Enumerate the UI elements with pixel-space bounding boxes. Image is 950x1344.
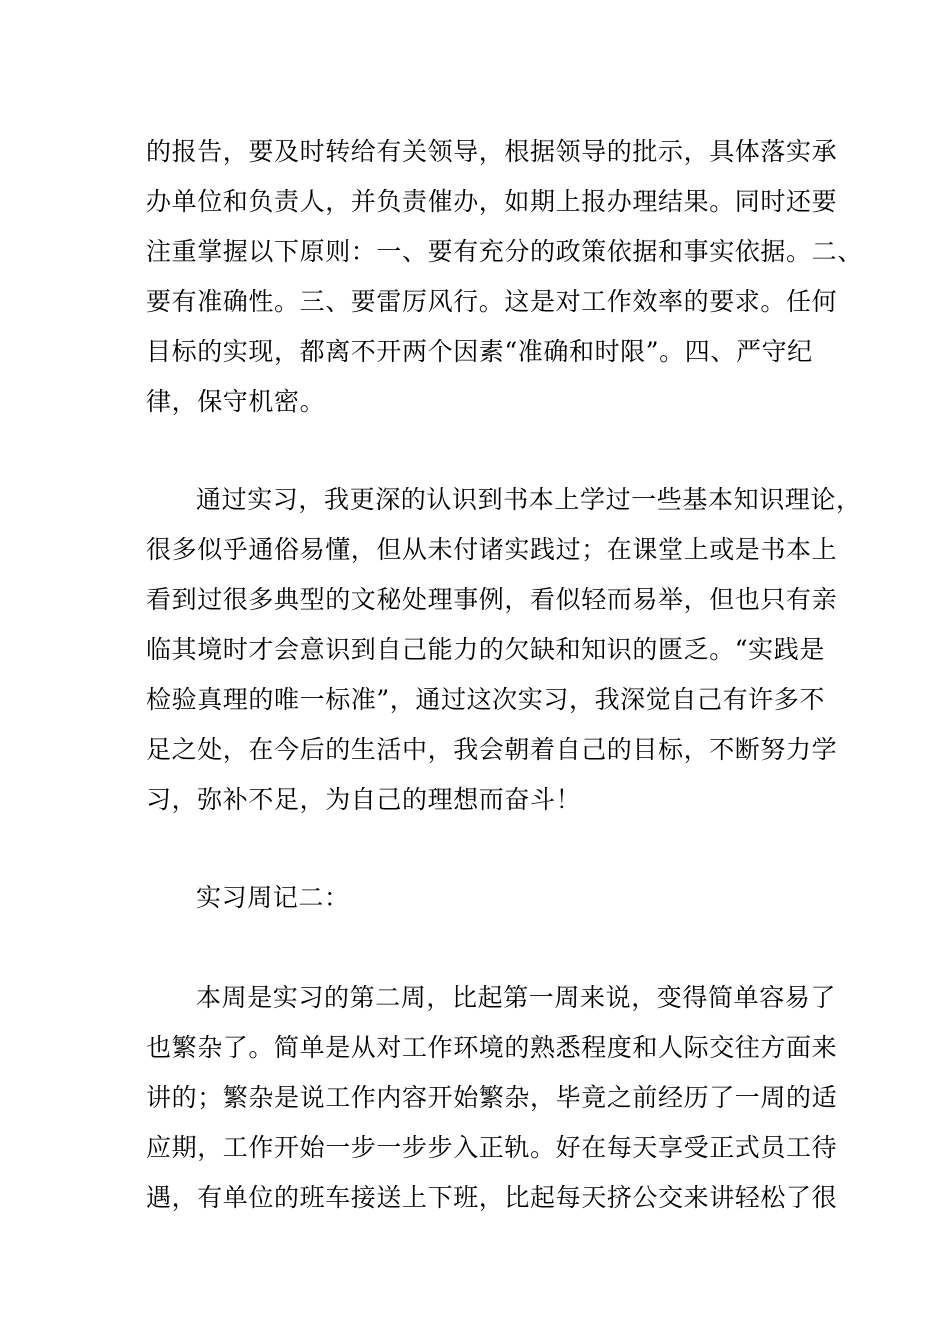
paragraph-line: 的报告，要及时转给有关领导，根据领导的批示，具体落实承 bbox=[146, 137, 838, 166]
paragraph-line: 足之处，在今后的生活中，我会朝着自己的目标，不断努力学 bbox=[146, 735, 838, 764]
paragraph-line: 遇，有单位的班车接送上下班，比起每天挤公交来讲轻松了很 bbox=[146, 1183, 838, 1212]
paragraph-line: 很多似乎通俗易懂，但从未付诸实践过；在课堂上或是书本上 bbox=[146, 535, 838, 564]
paragraph-line: 应期，工作开始一步一步步入正轨。好在每天享受正式员工待 bbox=[146, 1133, 838, 1162]
paragraph-line: 通过实习，我更深的认识到书本上学过一些基本知识理论， bbox=[196, 485, 862, 514]
paragraph-line: 办单位和负责人，并负责催办，如期上报办理结果。同时还要 bbox=[146, 187, 838, 216]
section-heading: 实习周记二： bbox=[196, 883, 350, 912]
paragraph-line: 本周是实习的第二周，比起第一周来说，变得简单容易了 bbox=[196, 983, 837, 1012]
paragraph-line: 也繁杂了。简单是从对工作环境的熟悉程度和人际交往方面来 bbox=[146, 1033, 838, 1062]
paragraph-line: 看到过很多典型的文秘处理事例，看似轻而易举，但也只有亲 bbox=[146, 585, 838, 614]
paragraph-line: 讲的；繁杂是说工作内容开始繁杂，毕竟之前经历了一周的适 bbox=[146, 1083, 838, 1112]
paragraph-line: 要有准确性。三、要雷厉风行。这是对工作效率的要求。任何 bbox=[146, 287, 838, 316]
paragraph-line: 习，弥补不足，为自己的理想而奋斗！ bbox=[146, 785, 582, 814]
paragraph-line: 临其境时才会意识到自己能力的欠缺和知识的匮乏。“实践是 bbox=[146, 635, 825, 664]
paragraph-line: 目标的实现，都离不开两个因素“准确和时限”。四、严守纪 bbox=[146, 337, 813, 366]
paragraph-line: 检验真理的唯一标准”，通过这次实习，我深觉自己有许多不 bbox=[146, 685, 825, 714]
paragraph-line: 律，保守机密。 bbox=[146, 387, 326, 416]
paragraph-line: 注重掌握以下原则：一、要有充分的政策依据和事实依据。二、 bbox=[146, 237, 863, 266]
